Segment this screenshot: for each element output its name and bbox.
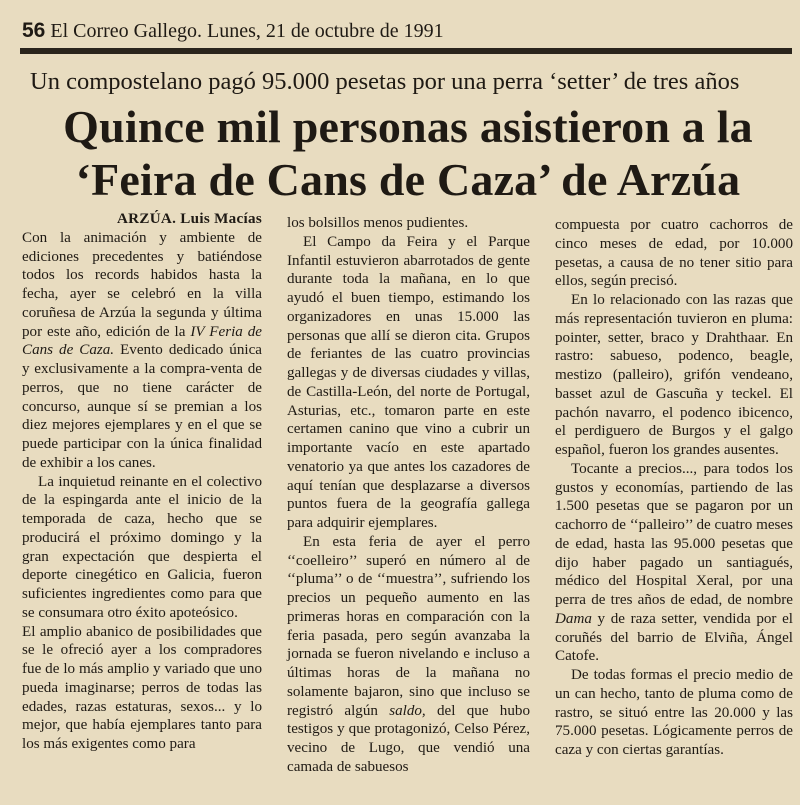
- byline-text: ARZÚA. Luis Macías: [116, 211, 262, 227]
- masthead: [22, 18, 792, 44]
- paragraph: En lo relacionado con las razas que más representación tuvieron en pluma: pointer, setter, braco y Drahthaar. En rastro: sabueso, podenco, beagle, mestizo (palleiro), grifón vendeano, basset azul de Gascuña y teckel. El pachón navarro, el podenco ibicenco, el perdiguero de Burgos y el galgo español, fueron los grandes ausentes.: [555, 292, 793, 458]
- headline-line-2: ‘Feira de Cans de Caza’ de Arzúa: [75, 154, 741, 205]
- article-headline: [20, 100, 796, 206]
- paragraph-text: y de raza setter, vendida por el coruñés del barrio de Elviña, Ángel Catofe.: [555, 610, 793, 665]
- paragraph: De todas formas el precio medio de un can hecho, tanto de pluma como de rastro, se situó entre las 20.000 y las 75.000 pesetas. Lógicamente perros de caza y con ciertas garantías.: [555, 667, 793, 758]
- paragraph-text: del que hubo testigos y que protagonizó, Celso Pérez, vecino de Lugo, que vendió una camada de sabuesos: [287, 702, 530, 775]
- page-number: 56: [22, 19, 46, 42]
- article-column-3: [555, 216, 793, 760]
- byline: [22, 210, 262, 229]
- emphasis: saldo,: [389, 702, 426, 719]
- masthead-dateline: El Correo Gallego. Lunes, 21 de octubre de 1991: [50, 20, 444, 42]
- event-name: IV Feria de Cans de Caza.: [22, 323, 262, 359]
- paragraph: El Campo da Feira y el Parque Infantil estuvieron abarrotados de gente durante toda la mañana, en lo que ayudó el buen tiempo, estimando los organizadores en unas 15.000 las personas que allí se dieron cita. Grupos de feriantes de las cuatro provincias gallegas y de diversas ciudades y villas, de Castilla-León, del norte de Portugal, Asturias, etc., tomaron parte en este certamen canino que vino a cubrir un importante vacío en este apartado venatorio ya que antes los cazadores de aquí tenían que desplazarse a diversos puntos fuera de la geografía gallega para adquirir ejemplares.: [287, 233, 530, 531]
- paragraph-text: Evento dedicado única y exclusivamente a la compra-venta de perros, que no tiene carácter de concurso, aunque sí se premian a los diez mejores ejemplares y en el que se puede participar con la única finalidad de exhibir a los canes.: [22, 342, 262, 471]
- paragraph: compuesta por cuatro cachorros de cinco meses de edad, por 10.000 pesetas, a causa de no tener sitio para ellos, según precisó.: [555, 217, 793, 290]
- headline-line-1: Quince mil personas asistieron a la: [63, 101, 753, 152]
- dog-name: Dama: [555, 610, 592, 627]
- paragraph: La inquietud reinante en el colectivo de la espingarda ante el inicio de la temporada de caza, hecho que se producirá el próximo domingo y la gran expectación que despierta el deporte cinegético en Galicia, fueron suficientes ingredientes como para que se consumara otro éxito apoteósico.: [22, 473, 262, 621]
- paragraph: [287, 533, 530, 777]
- paragraph: [22, 229, 262, 473]
- paragraph-text: Con la animación y ambiente de ediciones precedentes y batiéndose todos los records habidos hasta la fecha, ayer se celebró en la villa coruñesa de Arzúa la segunda y última por este año, edición de la: [22, 229, 262, 340]
- paragraph: los bolsillos menos pudientes.: [287, 215, 469, 231]
- paragraph: El amplio abanico de posibilidades que se le ofreció ayer a los compradores fue de lo más amplio y variado que uno pueda imaginarse; perros de todas las edades, razas estaturas, sexos... y lo mejor, que había ejemplares tanto para los más exigentes como para: [22, 623, 262, 752]
- paragraph-text: En esta feria de ayer el perro ‘‘coelleiro’’ superó en número al de ‘‘pluma’’ o de ‘‘muestra’’, sufriendo los precios un pequeño aumento en las primeras horas en comparación con la feria pasada, pero según avanzaba la jornada se fueron nivelando e incluso a últimas horas de la mañana no solamente bajaron, sino que incluso se registró algún: [287, 533, 530, 719]
- article-column-2: [287, 214, 530, 777]
- paragraph: [555, 460, 793, 666]
- paragraph-text: Tocante a precios..., para todos los gustos y economías, partiendo de las 1.500 pesetas que se pagaron por un cachorro de ‘‘palleiro’’ de cuatro meses de edad, hasta las 95.000 pesetas que dijo haber pagado un santiagués, médico del Hospital Xeral, por una perra de tres años de edad, de nombre: [555, 460, 793, 608]
- masthead-rule: [20, 48, 792, 54]
- article-subheadline: Un compostelano pagó 95.000 pesetas por una perra ‘setter’ de tres años: [30, 68, 740, 95]
- article-column-1: [22, 210, 262, 754]
